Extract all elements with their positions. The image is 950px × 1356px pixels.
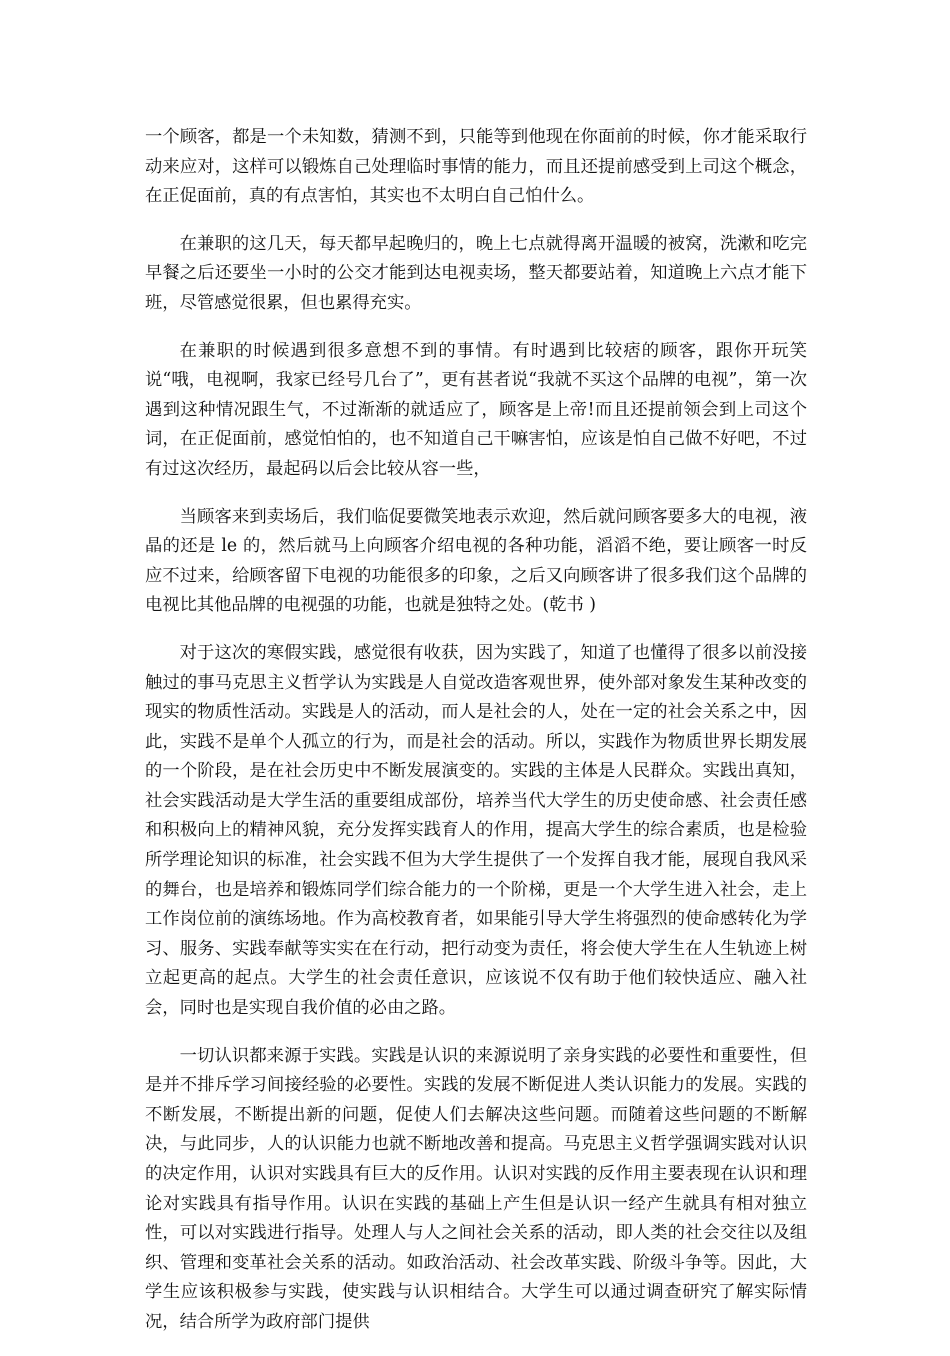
paragraph-1: 一个顾客，都是一个未知数，猜测不到，只能等到他现在你面前的时候，你才能采取行动来应对，这样可以锻炼自己处理临时事情的能力，而且还提前感受到上司这个概念，在正促面前，真的有点害怕，其实也不太明白自己怕什么。 <box>145 127 807 207</box>
paragraph-3: 在兼职的时候遇到很多意想不到的事情。有时遇到比较痞的顾客，跟你开玩笑说“哦，电视啊，我家已经号几台了”，更有甚者说“我就不买这个品牌的电视”，第一次遇到这种情况跟生气，不过渐渐的就适应了，顾客是上帝!而且还提前领会到上司这个词，在正促面前，感觉怕怕的，也不知道自己干嘛害怕，应该是怕自己做不好吧，不过有过这次经历，最起码以后会比较从容一些， <box>145 340 807 479</box>
paragraph-6: 一切认识都来源于实践。实践是认识的来源说明了亲身实践的必要性和重要性，但是并不排斥学习间接经验的必要性。实践的发展不断促进人类认识能力的发展。实践的不断发展，不断提出新的问题，促使人们去解决这些问题。而随着这些问题的不断解决，与此同步，人的认识能力也就不断地改善和提高。马克思主义哲学强调实践对认识的决定作用，认识对实践具有巨大的反作用。认识对实践的反作用主要表现在认识和理论对实践具有指导作用。认识在实践的基础上产生但是认识一经产生就具有相对独立性，可以对实践进行指导。处理人与人之间社会关系的活动，即人类的社会交往以及组织、管理和变革社会关系的活动。如政治活动、社会改革实践、阶级斗争等。因此，大学生应该积极参与实践，使实践与认识相结合。大学生可以通过调查研究了解实际情况，结合所学为政府部门提供 <box>145 1045 807 1332</box>
paragraph-4: 当顾客来到卖场后，我们临促要微笑地表示欢迎，然后就问顾客要多大的电视，液晶的还是 le 的，然后就马上向顾客介绍电视的各种功能，滔滔不绝，要让顾客一时反应不过来，给顾客留下电视的功能很多的印象，之后又向顾客讲了很多我们这个品牌的电视比其他品牌的电视强的功能，也就是独特之处。(乾书 ) <box>145 506 807 616</box>
paragraph-5: 对于这次的寒假实践，感觉很有收获，因为实践了，知道了也懂得了很多以前没接触过的事马克思主义哲学认为实践是人自觉改造客观世界，使外部对象发生某种改变的现实的物质性活动。实践是人的活动，而人是社会的人，处在一定的社会关系之中，因此，实践不是单个人孤立的行为，而是社会的活动。所以，实践作为物质世界长期发展的一个阶段，是在社会历史中不断发展演变的。实践的主体是人民群众。实践出真知，社会实践活动是大学生活的重要组成部份，培养当代大学生的历史使命感、社会责任感和积极向上的精神风貌，充分发挥实践育人的作用，提高大学生的综合素质，也是检验所学理论知识的标准，社会实践不但为大学生提供了一个发挥自我才能，展现自我风采的舞台，也是培养和锻炼同学们综合能力的一个阶梯，更是一个大学生进入社会，走上工作岗位前的演练场地。作为高校教育者，如果能引导大学生将强烈的使命感转化为学习、服务、实践奉献等实实在在行动，把行动变为责任，将会使大学生在人生轨迹上树立起更高的起点。大学生的社会责任意识，应该说不仅有助于他们较快适应、融入社会，同时也是实现自我价值的必由之路。 <box>145 642 807 1019</box>
paragraph-2: 在兼职的这几天，每天都早起晚归的，晚上七点就得离开温暖的被窝，洗漱和吃完早餐之后还要坐一小时的公交才能到达电视卖场，整天都要站着，知道晚上六点才能下班，尽管感觉很累，但也累得充实。 <box>145 233 807 313</box>
document-page <box>145 123 807 1356</box>
